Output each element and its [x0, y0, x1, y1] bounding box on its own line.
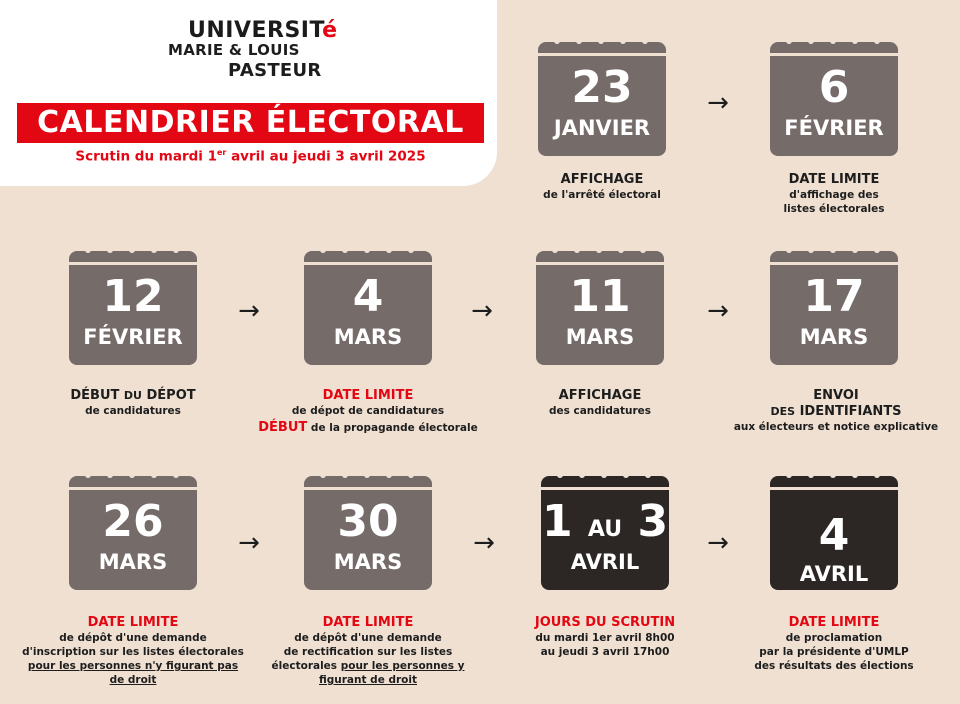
binder-ring-icon — [107, 464, 113, 481]
binder-ring-icon — [151, 464, 157, 481]
binder-ring-icon — [320, 239, 326, 256]
binder-ring-icon — [129, 239, 135, 256]
calendar-4-avril: 4 AVRIL — [770, 462, 898, 590]
binder-ring-icon — [808, 464, 814, 481]
binder-ring-icon — [830, 464, 836, 481]
caption-affichage-arrete: AFFICHAGE de l'arrêté électoral — [543, 172, 661, 201]
binder-ring-icon — [342, 239, 348, 256]
binder-ring-icon — [830, 239, 836, 256]
calendar-17-mars: 17 MARS — [770, 237, 898, 365]
binder-ring-icon — [554, 30, 560, 47]
arrow-icon: → — [473, 528, 495, 558]
caption-date-limite-rectification: DATE LIMITE de dépôt d'une demande de rectification sur les listes électorales pour les personnes y figurant de droit — [271, 615, 465, 686]
calendar-11-mars: 11 MARS — [536, 237, 664, 365]
binder-ring-icon — [574, 239, 580, 256]
binder-ring-icon — [85, 239, 91, 256]
binder-ring-icon — [640, 239, 646, 256]
binder-ring-icon — [623, 464, 629, 481]
binder-ring-icon — [129, 464, 135, 481]
binder-ring-icon — [852, 464, 858, 481]
binder-ring-icon — [852, 30, 858, 47]
binder-ring-icon — [364, 239, 370, 256]
binder-ring-icon — [107, 239, 113, 256]
caption-envoi-identifiants: ENVOI DES IDENTIFIANTS aux électeurs et notice explicative — [733, 388, 939, 433]
binder-ring-icon — [874, 239, 880, 256]
arrow-icon: → — [471, 296, 493, 326]
binder-ring-icon — [85, 464, 91, 481]
binder-ring-icon — [786, 30, 792, 47]
arrow-icon: → — [238, 296, 260, 326]
caption-jours-du-scrutin: JOURS DU SCRUTIN du mardi 1er avril 8h00 au jeudi 3 avril 17h00 — [534, 615, 676, 658]
caption-affichage-candidatures: AFFICHAGE des candidatures — [548, 388, 652, 417]
caption-debut-depot: DÉBUT DU DÉPOT de candidatures — [70, 388, 196, 417]
caption-date-limite-inscription: DATE LIMITE de dépôt d'une demande d'inscription sur les listes électorales pour les personnes n'y figurant pas de droit — [22, 615, 244, 686]
arrow-icon: → — [707, 88, 729, 118]
page-subtitle: Scrutin du mardi 1er avril au jeudi 3 avril 2025 — [75, 148, 426, 165]
binder-ring-icon — [645, 464, 651, 481]
binder-ring-icon — [342, 464, 348, 481]
calendar-4-mars: 4 MARS — [304, 237, 432, 365]
binder-ring-icon — [364, 464, 370, 481]
binder-ring-icon — [579, 464, 585, 481]
binder-ring-icon — [552, 239, 558, 256]
binder-ring-icon — [786, 239, 792, 256]
binder-ring-icon — [173, 239, 179, 256]
calendar-30-mars: 30 MARS — [304, 462, 432, 590]
calendar-23-janvier: 23 JANVIER — [538, 28, 666, 156]
binder-ring-icon — [386, 464, 392, 481]
binder-ring-icon — [642, 30, 648, 47]
arrow-icon: → — [707, 296, 729, 326]
binder-ring-icon — [598, 30, 604, 47]
binder-ring-icon — [596, 239, 602, 256]
binder-ring-icon — [173, 464, 179, 481]
binder-ring-icon — [151, 239, 157, 256]
page-title: CALENDRIER ÉLECTORAL — [17, 103, 484, 143]
caption-date-limite-depot: DATE LIMITE de dépot de candidatures DÉBUT de la propagande électorale — [258, 388, 478, 435]
binder-ring-icon — [386, 239, 392, 256]
calendar-1-au-3-avril: 1 AU 3 AVRIL — [541, 462, 669, 590]
binder-ring-icon — [852, 239, 858, 256]
arrow-icon: → — [238, 528, 260, 558]
binder-ring-icon — [808, 30, 814, 47]
caption-date-limite-affichage-listes: DATE LIMITE d'affichage des listes électorales — [783, 172, 885, 215]
binder-ring-icon — [620, 30, 626, 47]
header-panel: UNIVERSITé MARIE & LOUIS PASTEUR CALENDRIER ÉLECTORAL Scrutin du mardi 1er avril au jeudi 3 avril 2025 — [0, 0, 497, 186]
binder-ring-icon — [557, 464, 563, 481]
binder-ring-icon — [320, 464, 326, 481]
binder-ring-icon — [830, 30, 836, 47]
binder-ring-icon — [874, 30, 880, 47]
binder-ring-icon — [874, 464, 880, 481]
binder-ring-icon — [808, 239, 814, 256]
binder-ring-icon — [408, 239, 414, 256]
calendar-12-fevrier: 12 FÉVRIER — [69, 237, 197, 365]
binder-ring-icon — [408, 464, 414, 481]
binder-ring-icon — [618, 239, 624, 256]
binder-ring-icon — [786, 464, 792, 481]
binder-ring-icon — [601, 464, 607, 481]
binder-ring-icon — [576, 30, 582, 47]
calendar-26-mars: 26 MARS — [69, 462, 197, 590]
calendar-6-fevrier: 6 FÉVRIER — [770, 28, 898, 156]
caption-date-limite-proclamation: DATE LIMITE de proclamation par la présidente d'UMLP des résultats des élections — [754, 615, 914, 672]
arrow-icon: → — [707, 528, 729, 558]
